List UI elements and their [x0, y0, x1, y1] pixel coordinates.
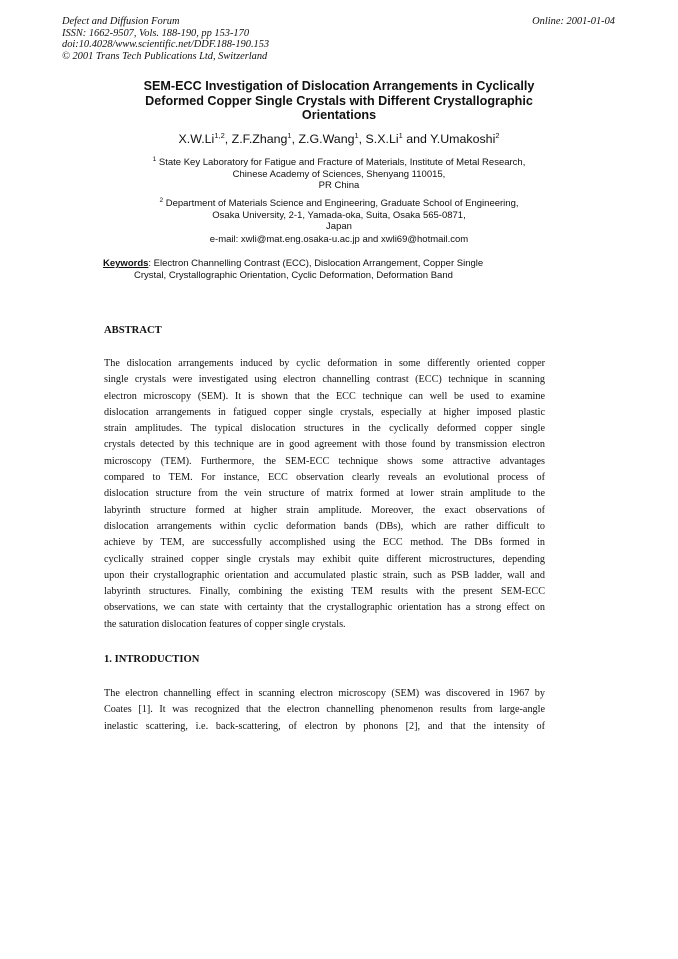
copyright-line: © 2001 Trans Tech Publications Ltd, Switzerland [62, 50, 268, 62]
author-affiliation-mark: 1,2 [214, 131, 225, 140]
text-line: inelastic scattering, i.e. back-scattering, of electron by phonons [2], and that the intensity of [104, 720, 545, 732]
affiliation-mark: 1 [152, 156, 157, 163]
text-line: The dislocation arrangements induced by cyclic deformation in some differently oriented copper [104, 358, 545, 369]
author-separator: , [358, 132, 366, 147]
author-name: S.X.Li [365, 132, 399, 147]
author-name: X.W.Li [178, 132, 215, 147]
section-heading: 1. INTRODUCTION [104, 654, 200, 665]
author-affiliation-mark: 1 [354, 131, 359, 140]
text-line: strain amplitudes. The typical dislocation structures in the cyclically deformed copper single [104, 423, 545, 435]
text-line: upon their crystallographic orientation and accumulated plastic strain, such as PSB ladder, wall and [104, 569, 545, 581]
keywords-text: Crystal, Crystallographic Orientation, Cyclic Deformation, Deformation Band [134, 270, 453, 281]
author-affiliation-mark: 1 [287, 131, 292, 140]
text-line: single crystals were investigated using electron channelling contrast (ECC) technique in scanning [104, 374, 545, 386]
text-line: electron microscopy (SEM). It is shown that the ECC technique can well be used to examine [104, 390, 545, 402]
affiliation-line: State Key Laboratory for Fatigue and Fracture of Materials, Institute of Metal Research, [158, 157, 526, 169]
doi-line: doi:10.4028/www.scientific.net/DDF.188-190.153 [62, 39, 270, 51]
introduction-paragraph [104, 686, 545, 735]
affiliation [60, 195, 618, 233]
title-line: SEM-ECC Investigation of Dislocation Arrangements in Cyclically [143, 79, 535, 93]
author-separator: , [291, 132, 299, 147]
abstract-paragraph [104, 356, 545, 633]
affiliation-line: Osaka University, 2-1, Yamada-oka, Suita, Osaka 565-0871, [212, 209, 466, 221]
author-separator: and [402, 132, 431, 147]
text-line: dislocation arrangements in fatigued copper single crystals, especially at higher imposed plastic [104, 406, 545, 418]
author-list [60, 131, 618, 146]
text-line: dislocation arrangements within cyclic deformation bands (DBs), which are rather difficult to [104, 520, 545, 532]
keywords [103, 258, 523, 282]
journal-header [62, 16, 269, 62]
text-line: compared to TEM. For instance, ECC observation clearly reveals an evolutional process of [104, 472, 545, 484]
author-name: Y.Umakoshi [430, 132, 496, 147]
text-line: labyrinth structures. Finally, combining the existing TEM results with the present SEM-ECC [104, 586, 545, 598]
affiliation-line: Chinese Academy of Sciences, Shenyang 110015, [232, 168, 446, 180]
affiliation-line: PR China [318, 180, 360, 192]
author-name: Z.F.Zhang [231, 132, 288, 147]
online-date: Online: 2001-01-04 [532, 16, 615, 27]
author-separator: , [224, 132, 232, 147]
text-line: microscopy (TEM). Furthermore, the SEM-ECC technique shows some attractive advantages [104, 455, 545, 467]
text-line: observations, we can state with certainty that the crystallographic orientation has a strong effect on [104, 602, 545, 614]
contact-email: e-mail: xwli@mat.eng.osaka-u.ac.jp and xwli69@hotmail.com [209, 234, 469, 245]
text-line: The electron channelling effect in scanning electron microscopy (SEM) was discovered in 1967 by [104, 688, 545, 699]
text-line: labyrinth structure formed at higher strain amplitude. Moreover, the exact observations of [104, 504, 545, 516]
text-line: dislocation structure from the vein structure of matrix formed at lower strain amplitude to the [104, 488, 545, 500]
section-heading: ABSTRACT [104, 325, 162, 336]
affiliation-mark: 2 [159, 197, 164, 204]
text-line: the saturation dislocation features of copper single crystals. [104, 618, 346, 630]
title-line: Deformed Copper Single Crystals with Different Crystallographic [145, 93, 533, 108]
affiliation-line: Department of Materials Science and Engineering, Graduate School of Engineering, [165, 198, 519, 210]
affiliation-line: Japan [326, 221, 352, 233]
author-affiliation-mark: 2 [495, 131, 500, 140]
paper-title [100, 79, 578, 123]
issn-line: ISSN: 1662-9507, Vols. 188-190, pp 153-170 [62, 27, 250, 39]
text-line: achieve by TEM, are successfully accomplished using the ECC method. The DBs formed in [104, 537, 545, 549]
text-line: crystals detected by this technique are in good agreement with those found by transmission electron [104, 439, 545, 451]
text-line: cyclically strained copper single crystals may exhibit quite different microstructures, depending [104, 553, 545, 565]
author-name: Z.G.Wang [298, 132, 355, 147]
journal-name: Defect and Diffusion Forum [62, 16, 180, 27]
title-line: Orientations [301, 108, 377, 123]
keywords-label: Keywords [103, 258, 149, 269]
author-affiliation-mark: 1 [398, 131, 403, 140]
text-line: Coates [1]. It was recognized that the electron channelling phenomenon results from large-angle [104, 704, 545, 716]
affiliation [60, 154, 618, 192]
keywords-text: : Electron Channelling Contrast (ECC), Dislocation Arrangement, Copper Single [148, 258, 484, 269]
